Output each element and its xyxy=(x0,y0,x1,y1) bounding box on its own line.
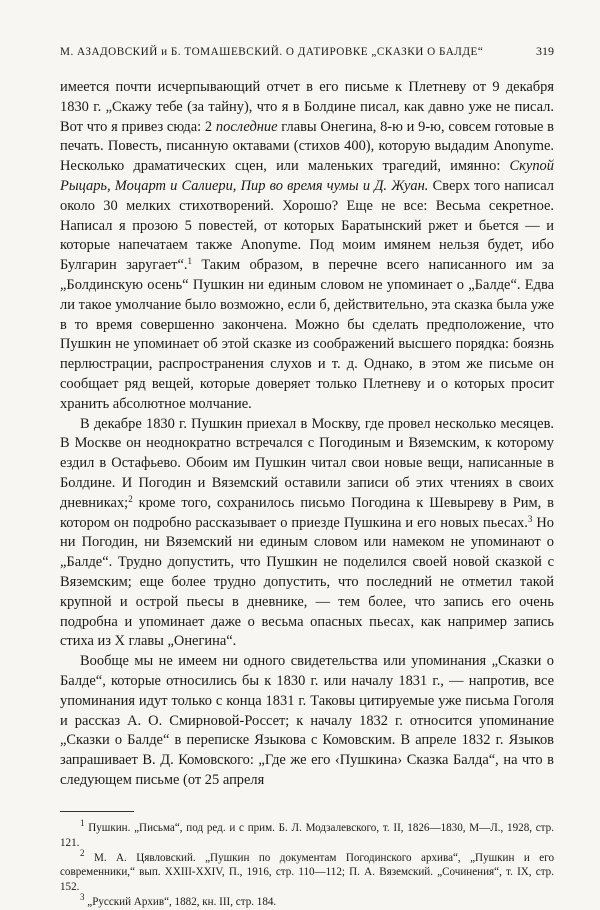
footnote-text: „Русский Архив“, 1882, кн. III, стр. 184. xyxy=(87,896,277,909)
footnote-ref: 2 xyxy=(128,493,133,504)
text-run: главы Онегина, 8-ю и 9-ю, совсем готовые в печать. Повесть, писанную октавами (стихов 400), которую выдадим Anonyme. Несколько драматических сцен, или маленьких трагедий, имянно: xyxy=(60,118,554,175)
paragraph xyxy=(60,78,554,415)
footnote-number: 3 xyxy=(80,892,85,903)
document-page xyxy=(60,44,554,910)
footnote-number: 1 xyxy=(80,817,85,828)
footnotes xyxy=(60,817,554,910)
text-run: В декабре 1830 г. Пушкин приехал в Москву, где провел несколько месяцев. В Москве он неоднократно встречался с Погодиным и Вяземским, к которому ездил в Остафьево. Обоим им Пушкин читал свои новые вещи, написанные в Болдине. И Погодин и Вяземский оставили записи об этих чтениях в своих дневниках; xyxy=(60,415,554,511)
footnote-text: М. А. Цявловский. „Пушкин по документам Погодинского архива“, „Пушкин и его современники,“ вып. XXIII-XXIV, П., 1916, стр. 110—112; П. А. Вяземский. „Сочинения“, т. IX, стр. 152. xyxy=(60,851,554,894)
header-title: М. АЗАДОВСКИЙ и Б. ТОМАШЕВСКИЙ. О ДАТИРОВКЕ „СКАЗКИ О БАЛДЕ“ xyxy=(60,46,484,58)
paragraph xyxy=(60,652,554,791)
footnote-ref: 1 xyxy=(187,256,192,267)
body-text xyxy=(60,78,554,791)
page-number: 319 xyxy=(536,44,554,58)
text-run: Таким образом, в перечне всего написанного им за „Болдинскую осень“ Пушкин ни единым словом не упоминает о „Балде“. Едва ли такое умолчание было возможно, если б, действительно, эта сказка была уже в то время совершенно закончена. Можно бы сделать предположение, что Пушкин не упоминает об этой сказке из соображений высшего порядка: боязнь перлюстрации, распространения слухов и т. д. Однако, в этом же письме он сообщает ряд вещей, которые доверяет только Плетневу и о которых просит хранить абсолютное молчание. xyxy=(60,257,554,412)
running-header xyxy=(60,44,554,59)
paragraph xyxy=(60,415,554,653)
text-run: Но ни Погодин, ни Вяземский ни единым словом или намеком не упоминают о „Балде“. Трудно допустить, что Пушкин не поделился своей новой сказкой с Вяземским; еще более трудно допустить, что последний не отметил такой крупной и острой пьесы в дневнике, — тем более, что запись его очень подробна и упоминает даже о весьма опасных пьесах, как например запись стиха из X главы „Онегина“. xyxy=(60,514,554,650)
text-run: кроме того, сохранилось письмо Погодина к Шевыреву в Рим, в котором он подробно рассказывает о приезде Пушкина и его новых пьесах. xyxy=(60,494,554,531)
footnote-ref: 3 xyxy=(527,513,533,524)
footnote-text: Пушкин. „Письма“, под ред. и с прим. Б. Л. Модзалевского, т. II, 1826—1830, М—Л., 1928, стр. 121. xyxy=(60,821,554,849)
italic-text: Скупой Рыцарь, Моцарт и Салиери, Пир во время чумы и Д. Жуан. xyxy=(60,158,554,194)
italic-text: последние xyxy=(215,118,278,135)
text-run: имеется почти исчерпывающий отчет в его письме к Плетневу от 9 декабря 1830 г. „Скажу тебе (за тайну), что я в Болдине писал, как давно уже не писал. Вот что я привез сюда: 2 xyxy=(60,79,554,135)
footnote-rule xyxy=(60,811,134,812)
text-run: Сверх того написал около 30 мелких стихотворений. Хорошо? Еще не все: Весьма секретное. Написал я прозою 5 повестей, от которых Баратынский ржет и бьется — и которые напечатаем также Anonyme. Под моим имянем нельзя будет, ибо Булгарин заругает“. xyxy=(60,177,555,274)
footnote xyxy=(60,847,554,896)
footnote xyxy=(60,817,554,851)
footnote xyxy=(60,892,554,910)
text-run: Вообще мы не имеем ни одного свидетельства или упоминания „Сказки о Балде“, которые относились бы к 1830 г. или началу 1831 г., — напротив, все упоминания идут только с конца 1831 г. Таковы цитируемые уже письма Гоголя и рассказ А. О. Смирновой-Россет; к началу 1832 г. относится упоминание „Сказки о Балде“ в переписке Языкова с Комовским. В апреле 1832 г. Языков запрашивает В. Д. Комовского: „Где же его ‹Пушкина› Сказка Балда“, на что в следующем письме (от 25 апреля xyxy=(60,653,554,788)
footnote-number: 2 xyxy=(80,847,85,858)
